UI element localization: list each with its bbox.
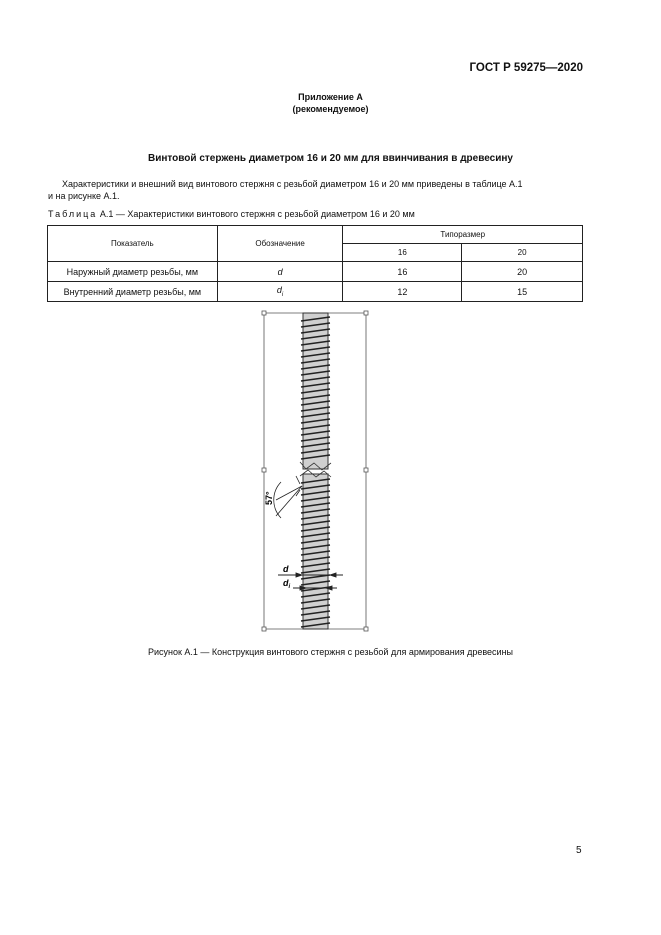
header-size: Типоразмер — [343, 226, 583, 244]
row-parameter: Внутренний диаметр резьбы, мм — [48, 282, 218, 302]
row-symbol-sub: i — [281, 291, 284, 298]
table-caption-text: А.1 — Характеристики винтового стержня с резьбой диаметром 16 и 20 мм — [99, 209, 415, 219]
header-size-20: 20 — [462, 244, 583, 262]
dim-inner-symbol: d — [283, 578, 289, 588]
row-value-16: 16 — [343, 262, 462, 282]
row-value-16: 12 — [343, 282, 462, 302]
dim-inner-sub: i — [288, 584, 291, 590]
row-value-20: 20 — [462, 262, 583, 282]
appendix-title: Приложение А — [298, 92, 363, 102]
row-value-20: 15 — [462, 282, 583, 302]
angle-label: 57° — [264, 491, 274, 505]
standard-number: ГОСТ Р 59275—2020 — [469, 62, 583, 74]
header-designation: Обозначение — [217, 226, 343, 262]
figure-caption: Рисунок А.1 — Конструкция винтового стержня с резьбой для армирования древесины — [147, 647, 514, 657]
intro-line-2: и на рисунке А.1. — [48, 191, 120, 201]
row-symbol-main: d — [277, 266, 283, 277]
row-symbol-main: d — [276, 285, 282, 296]
table-caption-prefix: Таблица — [48, 209, 98, 219]
rod-upper — [300, 313, 331, 470]
appendix-status: (рекомендуемое) — [292, 104, 369, 114]
header-parameter: Показатель — [48, 226, 218, 262]
section-title: Винтовой стержень диаметром 16 и 20 мм для ввинчивания в древесину — [148, 153, 513, 164]
dim-outer-label: d — [283, 564, 289, 574]
row-parameter: Наружный диаметр резьбы, мм — [48, 262, 218, 282]
header-size-16: 16 — [343, 244, 462, 262]
dim-inner-label — [283, 578, 291, 590]
page-number: 5 — [576, 845, 582, 856]
rod-lower — [300, 470, 331, 629]
thread-angle-marking — [274, 476, 302, 518]
intro-text-1: Характеристики и внешний вид винтового стержня с резьбой диаметром 16 и 20 мм приведены в таблице А.1 — [62, 179, 523, 189]
